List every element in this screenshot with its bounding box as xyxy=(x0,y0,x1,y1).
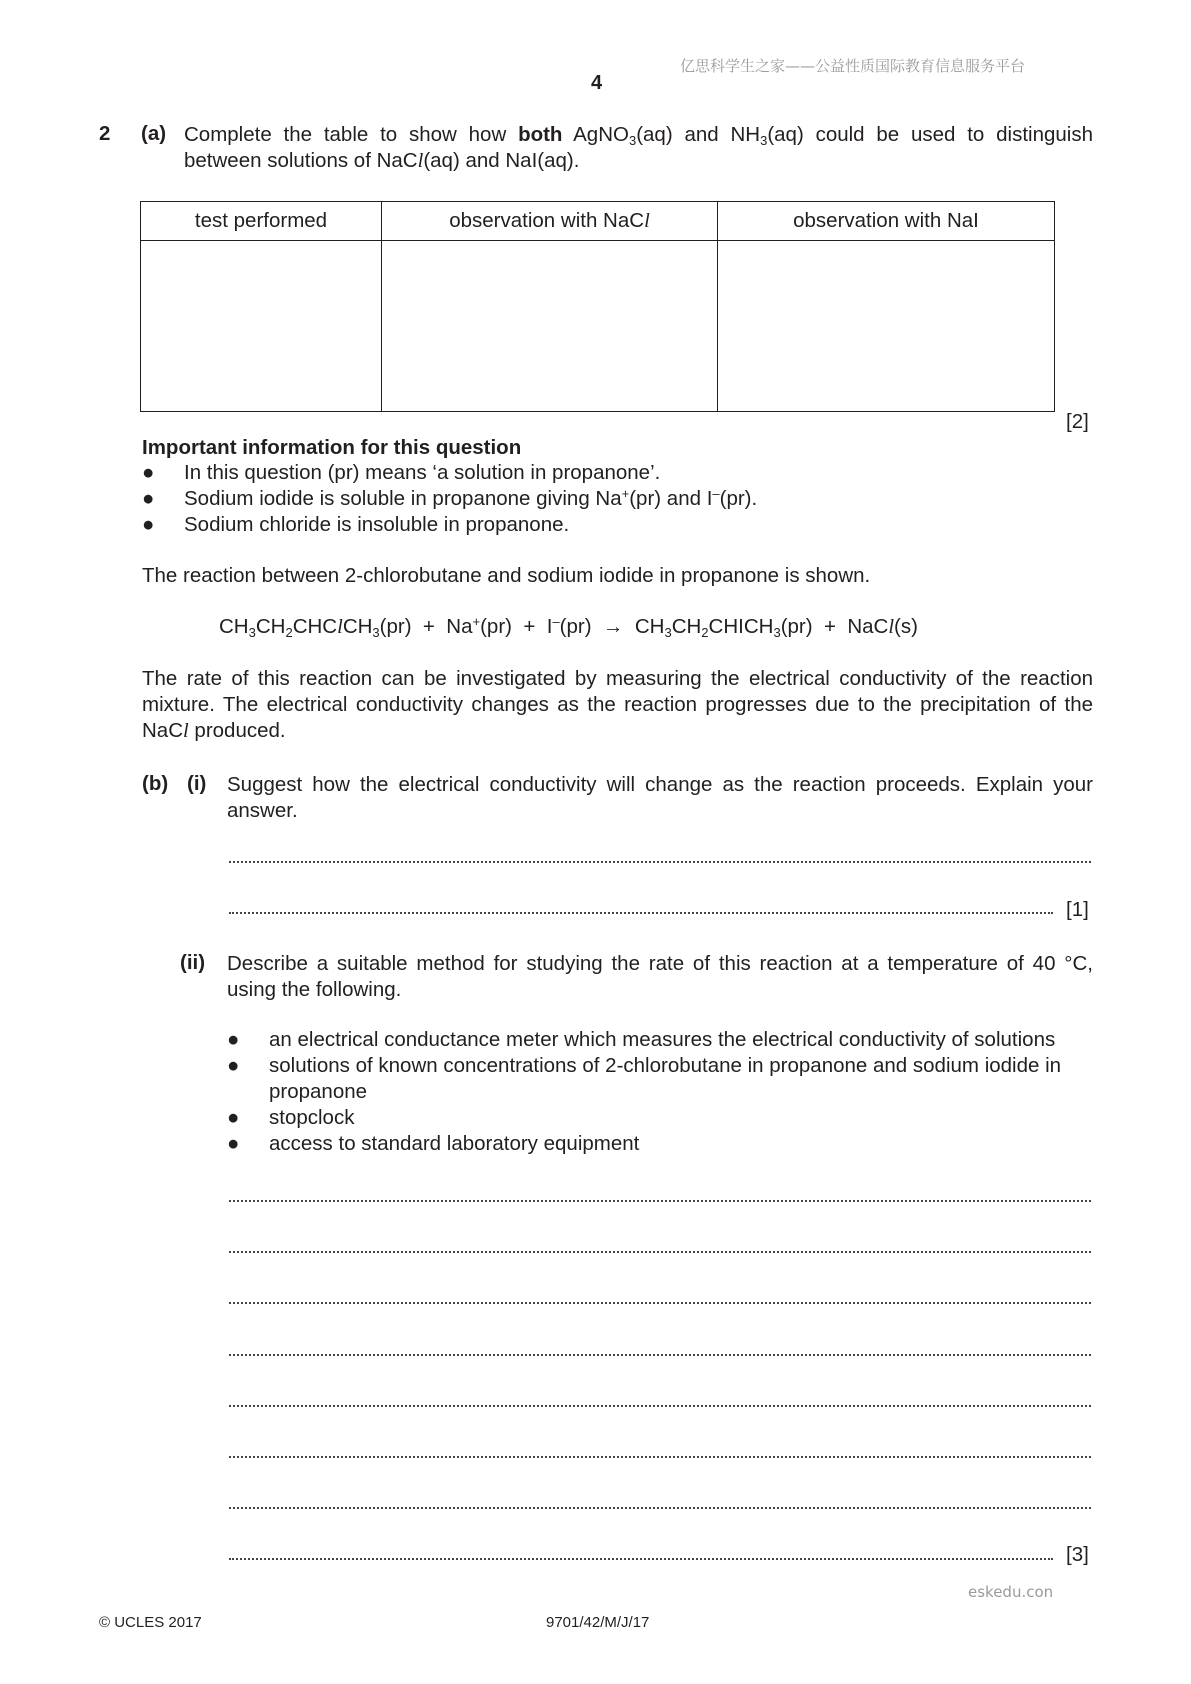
sub: 3 xyxy=(628,133,637,148)
part-a-text-3: (aq) and NH xyxy=(636,123,761,146)
bullet-text: access to standard laboratory equipment xyxy=(269,1132,640,1155)
bullet-text: solutions of known concentrations of 2-chlorobutane in propanone and sodium iodide in propanone xyxy=(269,1054,1062,1103)
important-bullet-1 xyxy=(142,460,1042,486)
answer-line-b-ii-6[interactable] xyxy=(229,1456,1091,1458)
part-b-ii-label: (ii) xyxy=(180,951,206,974)
bullet-icon: ● xyxy=(227,1028,240,1051)
answer-line-b-ii-3[interactable] xyxy=(229,1302,1091,1304)
sup: + xyxy=(621,486,630,501)
sub: 2 xyxy=(701,625,709,640)
italic-l: l xyxy=(417,150,424,172)
part-b-i-text: Suggest how the electrical conductivity will change as the reaction proceeds. Explain your answer. xyxy=(227,773,1093,822)
table-answer-row[interactable] xyxy=(141,241,1055,412)
table-header-observation-nai: observation with NaI xyxy=(718,202,1055,241)
sup: + xyxy=(472,614,481,629)
answer-line-b-i-1[interactable] xyxy=(229,861,1091,863)
answer-cell-nacl[interactable] xyxy=(382,241,718,412)
footer-watermark: eskedu.con xyxy=(968,1583,1054,1601)
header-text: observation with NaC xyxy=(449,209,645,232)
part-a-bold-both: both xyxy=(518,123,563,146)
eq-part: CH xyxy=(342,615,373,638)
answer-line-b-ii-7[interactable] xyxy=(229,1507,1091,1509)
italic-l: l xyxy=(644,210,650,232)
table-header-test-performed: test performed xyxy=(141,202,382,241)
answer-line-b-ii-2[interactable] xyxy=(229,1251,1091,1253)
eq-part: (pr) + NaC xyxy=(780,615,889,638)
eq-part: (pr) → CH xyxy=(559,615,665,638)
bullet-icon: ● xyxy=(227,1132,240,1155)
part-b-ii-bullet-1 xyxy=(227,1027,1093,1053)
answer-line-b-ii-1[interactable] xyxy=(229,1200,1091,1202)
reaction-equation xyxy=(219,615,918,639)
italic-l: l xyxy=(888,616,895,638)
bullet-icon: ● xyxy=(142,461,155,484)
part-a-text xyxy=(184,122,1093,174)
part-b-ii-bullet-3 xyxy=(227,1105,1093,1131)
eq-part: (s) xyxy=(894,615,918,638)
bullet-text: (pr) and I xyxy=(629,487,713,510)
sub: 3 xyxy=(760,133,768,148)
italic-l: l xyxy=(337,616,343,638)
table-header-observation-nacl xyxy=(382,202,718,241)
part-b-ii-marks: [3] xyxy=(1066,1543,1089,1566)
important-bullet-3 xyxy=(142,512,1042,538)
important-bullet-2 xyxy=(142,486,1042,512)
important-heading: Important information for this question xyxy=(142,436,522,459)
part-a-label: (a) xyxy=(141,122,167,145)
footer-copyright: © UCLES 2017 xyxy=(99,1614,202,1631)
part-a-text-1: Complete the table to show how xyxy=(184,123,519,146)
italic-l: l xyxy=(183,720,189,742)
sub: 3 xyxy=(773,625,781,640)
answer-table xyxy=(140,201,1055,412)
sup: – xyxy=(712,486,720,501)
part-a-text-2: AgNO xyxy=(562,123,629,146)
sup: – xyxy=(552,614,560,629)
eq-part: CHICH xyxy=(708,615,774,638)
eq-part: (pr) + Na xyxy=(379,615,473,638)
part-b-ii-bullet-4 xyxy=(227,1131,1093,1157)
footer-paper-code: 9701/42/M/J/17 xyxy=(546,1614,650,1631)
part-b-ii-text: Describe a suitable method for studying the rate of this reaction at a temperature of 40 °C, using the following. xyxy=(227,952,1093,1001)
rate-text-end: produced. xyxy=(188,719,286,742)
answer-line-b-i-2[interactable] xyxy=(229,912,1053,914)
bullet-text: stopclock xyxy=(269,1106,355,1129)
eq-part: CH xyxy=(219,615,249,638)
sub: 3 xyxy=(372,625,380,640)
bullet-text: (pr). xyxy=(719,487,758,510)
part-a-line2-end: (aq) and NaI(aq). xyxy=(423,149,580,172)
part-a-marks: [2] xyxy=(1066,410,1089,433)
rate-paragraph xyxy=(142,666,1093,744)
bullet-text: In this question (pr) means ‘a solution in propanone’. xyxy=(184,461,661,484)
bullet-icon: ● xyxy=(227,1054,240,1077)
part-b-i-marks: [1] xyxy=(1066,898,1089,921)
question-number: 2 xyxy=(99,122,111,145)
reaction-intro: The reaction between 2-chlorobutane and sodium iodide in propanone is shown. xyxy=(142,564,871,587)
answer-line-b-ii-4[interactable] xyxy=(229,1354,1091,1356)
sub: 3 xyxy=(664,625,672,640)
bullet-text: Sodium iodide is soluble in propanone giving Na xyxy=(184,487,622,510)
rate-text: The rate of this reaction can be investigated by measuring the electrical conductivity of the reaction mixture. The electrical conductivity changes as the reaction progresses due to the precipitation of the NaC xyxy=(142,667,1093,742)
page-number: 4 xyxy=(591,72,603,94)
header-watermark: 亿思科学生之家——公益性质国际教育信息服务平台 xyxy=(680,57,1026,75)
answer-line-b-ii-5[interactable] xyxy=(229,1405,1091,1407)
bullet-text: Sodium chloride is insoluble in propanone. xyxy=(184,513,570,536)
eq-part: CHC xyxy=(292,615,338,638)
bullet-text: an electrical conductance meter which measures the electrical conductivity of solutions xyxy=(269,1028,1056,1051)
important-list xyxy=(142,460,1042,538)
part-b-ii-list xyxy=(227,1027,1093,1157)
part-b-label: (b) xyxy=(142,772,169,795)
table-header-row xyxy=(141,202,1055,241)
sub: 3 xyxy=(248,625,256,640)
bullet-icon: ● xyxy=(227,1106,240,1129)
part-b-i-label: (i) xyxy=(187,772,207,795)
part-a-text-4: (aq) could be used to distinguish xyxy=(767,123,1093,146)
eq-part: (pr) + I xyxy=(480,615,553,638)
part-a-line2: between solutions of NaC xyxy=(184,149,418,172)
eq-part: CH xyxy=(671,615,702,638)
answer-cell-nai[interactable] xyxy=(718,241,1055,412)
eq-part: CH xyxy=(255,615,286,638)
bullet-icon: ● xyxy=(142,513,155,536)
sub: 2 xyxy=(285,625,293,640)
answer-cell-test[interactable] xyxy=(141,241,382,412)
part-b-ii-bullet-2 xyxy=(227,1053,1093,1105)
bullet-icon: ● xyxy=(142,487,155,510)
answer-line-b-ii-8[interactable] xyxy=(229,1558,1053,1560)
